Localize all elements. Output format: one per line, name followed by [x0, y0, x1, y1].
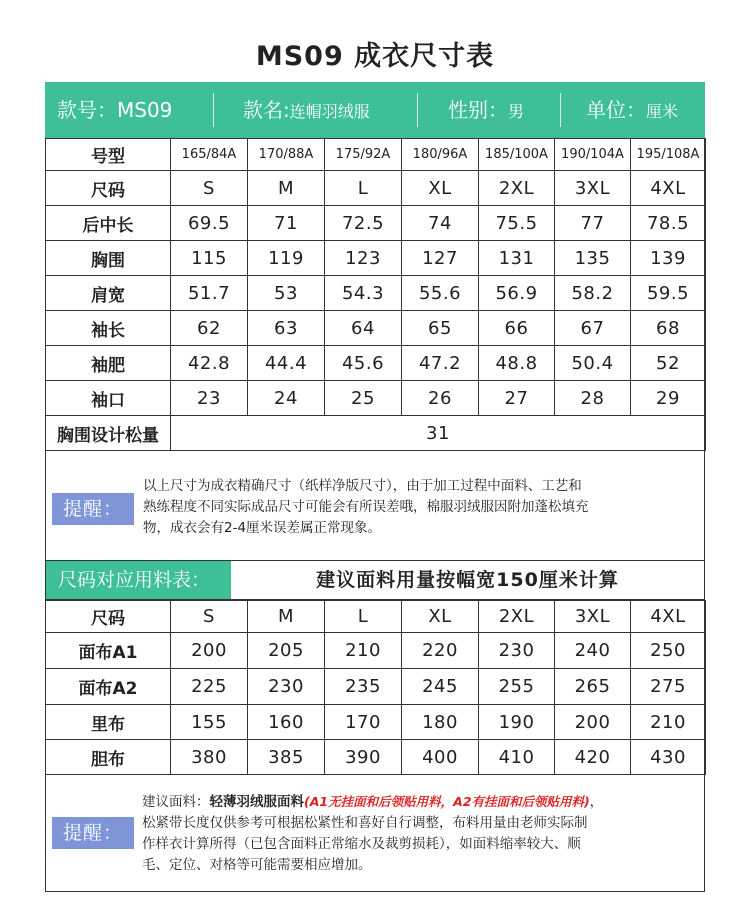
table-cell: 410 [479, 740, 555, 775]
table-cell: 250 [631, 633, 706, 669]
table-cell: 230 [248, 669, 325, 705]
header-divider [213, 93, 214, 127]
reminder-line: 熟练程度不同实际成品尺寸可能会有所误差哦，棉服羽绒服因附加蓬松填充 [143, 499, 589, 515]
row-label: 胸围 [46, 241, 171, 276]
ease-value: 31 [171, 416, 706, 451]
table-row [46, 311, 706, 346]
row-label: 袖肥 [46, 346, 171, 381]
table-cell: 220 [402, 633, 479, 669]
reminder-badge: 提醒： [52, 493, 134, 525]
table-row [46, 139, 706, 171]
table-cell: 4XL [631, 171, 706, 206]
table-cell: 45.6 [325, 346, 402, 381]
table-cell: 390 [325, 740, 402, 775]
table-cell: 51.7 [171, 276, 248, 311]
reminder-text [143, 476, 703, 539]
table-cell: 385 [248, 740, 325, 775]
fabric-suggest-name: 轻薄羽绒服面料 [209, 794, 304, 810]
reminder-line: 松紧带长度仅供参考可根据松紧性和喜好自行调整，布料用量由老师实际制 [142, 815, 588, 831]
row-label: 胸围设计松量 [46, 416, 171, 451]
table-cell: 210 [631, 705, 706, 740]
table-cell: 64 [325, 311, 402, 346]
table-cell: 74 [402, 206, 479, 241]
table-cell: L [325, 171, 402, 206]
table-cell: 275 [631, 669, 706, 705]
table-cell: 200 [555, 705, 631, 740]
row-label: 尺码 [46, 171, 171, 206]
table-cell: 2XL [479, 171, 555, 206]
table-cell: 123 [325, 241, 402, 276]
fabric-section-label: 尺码对应用料表： [46, 561, 231, 599]
table-cell: 240 [555, 633, 631, 669]
table-row [46, 276, 706, 311]
table-cell: XL [402, 601, 479, 633]
table-row [46, 633, 706, 669]
table-cell: 27 [479, 381, 555, 416]
table-row [46, 241, 706, 276]
gender-label: 性别： [448, 98, 508, 122]
table-row [46, 206, 706, 241]
table-cell: 26 [402, 381, 479, 416]
table-cell: M [248, 601, 325, 633]
table-cell: 155 [171, 705, 248, 740]
row-label: 尺码 [46, 601, 171, 633]
reminder-line: 毛、定位、对格等可能需要相应增加。 [142, 857, 372, 873]
table-cell: 180 [402, 705, 479, 740]
table-row [46, 740, 706, 775]
table-cell: 72.5 [325, 206, 402, 241]
style-number [57, 82, 172, 138]
style-name-value: 连帽羽绒服 [289, 102, 370, 121]
note-box [45, 452, 705, 560]
unit-value: 厘米 [646, 102, 679, 121]
table-cell: 165/84A [171, 139, 248, 171]
table-cell: 170/88A [248, 139, 325, 171]
table-cell: 3XL [555, 601, 631, 633]
table-cell: 47.2 [402, 346, 479, 381]
table-cell: 190/104A [555, 139, 631, 171]
unit-label: 单位： [586, 98, 646, 122]
row-label: 袖长 [46, 311, 171, 346]
table-cell: 135 [555, 241, 631, 276]
table-cell: 195/108A [631, 139, 706, 171]
table-cell: 255 [479, 669, 555, 705]
table-cell: 52 [631, 346, 706, 381]
reminder-text [142, 791, 704, 876]
table-row [46, 669, 706, 705]
table-cell: 160 [248, 705, 325, 740]
table-cell: 62 [171, 311, 248, 346]
table-cell: 67 [555, 311, 631, 346]
table-cell: 127 [402, 241, 479, 276]
fabric-section-title: 建议面料用量按幅宽150厘米计算 [316, 569, 619, 591]
table-cell: 68 [631, 311, 706, 346]
table-cell: 23 [171, 381, 248, 416]
table-cell: L [325, 601, 402, 633]
table-cell: 3XL [555, 171, 631, 206]
table-cell: 245 [402, 669, 479, 705]
size-table [45, 138, 706, 451]
table-cell: 175/92A [325, 139, 402, 171]
table-cell: 69.5 [171, 206, 248, 241]
header-divider [417, 93, 418, 127]
table-cell: 420 [555, 740, 631, 775]
table-cell: 430 [631, 740, 706, 775]
table-cell: S [171, 601, 248, 633]
table-cell: 28 [555, 381, 631, 416]
table-cell: 25 [325, 381, 402, 416]
reminder-line: 以上尺寸为成衣精确尺寸（纸样净版尺寸），由于加工过程中面料、工艺和 [143, 478, 582, 494]
table-row [46, 346, 706, 381]
table-cell: 29 [631, 381, 706, 416]
table-cell: 65 [402, 311, 479, 346]
table-cell: 210 [325, 633, 402, 669]
table-cell: 44.4 [248, 346, 325, 381]
table-cell: 58.2 [555, 276, 631, 311]
table-cell: 50.4 [555, 346, 631, 381]
reminder-line: 作样衣计算所得（已包含面料正常缩水及裁剪损耗），如面料缩率较大、顺 [142, 836, 581, 852]
table-cell: S [171, 171, 248, 206]
row-label: 胆布 [46, 740, 171, 775]
table-cell: 66 [479, 311, 555, 346]
row-label: 里布 [46, 705, 171, 740]
row-label: 肩宽 [46, 276, 171, 311]
table-cell: 59.5 [631, 276, 706, 311]
style-number-value: MS09 [117, 98, 173, 122]
header-bar [45, 82, 705, 138]
table-cell: 119 [248, 241, 325, 276]
table-cell: 78.5 [631, 206, 706, 241]
row-label: 面布A1 [46, 633, 171, 669]
row-label: 号型 [46, 139, 171, 171]
table-cell: 131 [479, 241, 555, 276]
table-cell: 400 [402, 740, 479, 775]
table-cell: 205 [248, 633, 325, 669]
fabric-section-bar [45, 560, 705, 600]
table-cell: 225 [171, 669, 248, 705]
table-row [46, 416, 706, 451]
style-number-label: 款号： [57, 98, 117, 122]
table-cell: 56.9 [479, 276, 555, 311]
fabric-suggest-prefix: 建议面料： [142, 794, 210, 810]
table-cell: 54.3 [325, 276, 402, 311]
table-cell: 265 [555, 669, 631, 705]
table-cell: 190 [479, 705, 555, 740]
table-row [46, 601, 706, 633]
table-cell: 235 [325, 669, 402, 705]
table-cell: 55.6 [402, 276, 479, 311]
table-cell: 115 [171, 241, 248, 276]
reminder-badge: 提醒： [52, 817, 134, 849]
table-cell: 63 [248, 311, 325, 346]
table-cell: 230 [479, 633, 555, 669]
fabric-suggest-end: ， [589, 794, 604, 810]
table-cell: 180/96A [402, 139, 479, 171]
table-cell: 200 [171, 633, 248, 669]
table-cell: M [248, 171, 325, 206]
row-label: 面布A2 [46, 669, 171, 705]
fabric-table [45, 600, 706, 775]
gender-value: 男 [508, 102, 525, 121]
note-box [45, 775, 705, 892]
table-cell: 48.8 [479, 346, 555, 381]
row-label: 后中长 [46, 206, 171, 241]
table-cell: 53 [248, 276, 325, 311]
header-divider [560, 93, 561, 127]
table-row [46, 381, 706, 416]
table-cell: 2XL [479, 601, 555, 633]
unit [586, 82, 678, 138]
table-cell: 71 [248, 206, 325, 241]
table-cell: XL [402, 171, 479, 206]
reminder-line [142, 791, 704, 813]
page-title: MS09 成衣尺寸表 [255, 41, 495, 72]
reminder-line: 物，成衣会有2-4厘米误差属正常现象。 [143, 520, 382, 536]
table-cell: 380 [171, 740, 248, 775]
table-cell: 185/100A [479, 139, 555, 171]
table-cell: 77 [555, 206, 631, 241]
style-name [243, 82, 370, 138]
row-label: 袖口 [46, 381, 171, 416]
table-cell: 170 [325, 705, 402, 740]
table-cell: 4XL [631, 601, 706, 633]
table-cell: 24 [248, 381, 325, 416]
fabric-suggest-remark: (A1无挂面和后领贴用料，A2有挂面和后领贴用料) [304, 794, 590, 809]
gender [448, 82, 524, 138]
table-cell: 75.5 [479, 206, 555, 241]
table-cell: 42.8 [171, 346, 248, 381]
table-cell: 139 [631, 241, 706, 276]
table-row [46, 705, 706, 740]
style-name-label: 款名: [243, 98, 290, 122]
table-row [46, 171, 706, 206]
